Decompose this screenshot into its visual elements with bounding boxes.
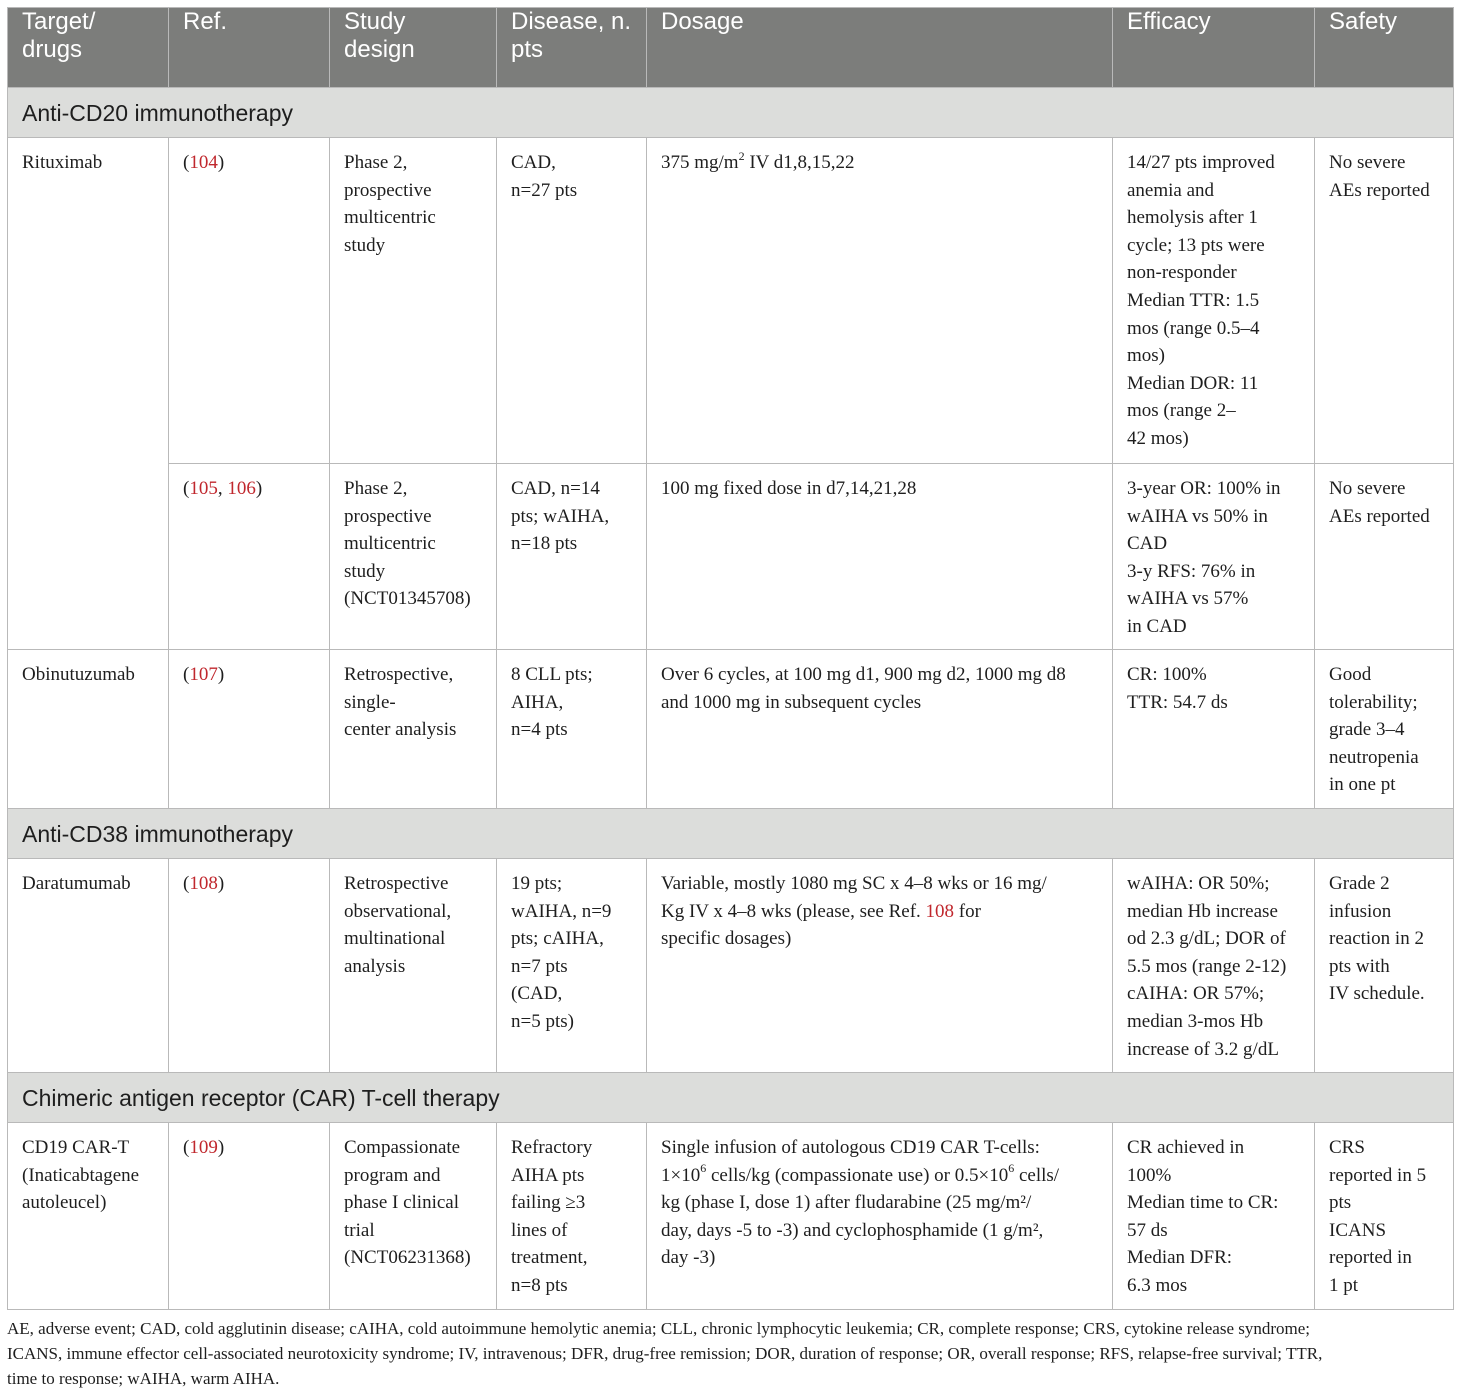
cell-efficacy: 3-year OR: 100% in wAIHA vs 50% in CAD 3-y RFS: 76% in wAIHA vs 57% in CAD (1113, 464, 1315, 650)
cell-design: Retrospective, single- center analysis (330, 650, 497, 809)
cell-safety: CRS reported in 5 pts ICANS reported in 1 pt (1315, 1123, 1454, 1310)
cell-disease: CAD, n=27 pts (497, 138, 647, 464)
cell-safety: No severe AEs reported (1315, 464, 1454, 650)
header-target: Target/ drugs (8, 8, 169, 88)
cell-target: CD19 CAR-T (Inaticabtagene autoleucel) (8, 1123, 169, 1310)
cell-dosage: Variable, mostly 1080 mg SC x 4–8 wks or 16 mg/ Kg IV x 4–8 wks (please, see Ref. 108 for specific dosages) (647, 859, 1113, 1073)
header-safety: Safety (1315, 8, 1454, 88)
cell-safety: Grade 2 infusion reaction in 2 pts with IV schedule. (1315, 859, 1454, 1073)
cell-disease: Refractory AIHA pts failing ≥3 lines of treatment, n=8 pts (497, 1123, 647, 1310)
header-study-design: Study design (330, 8, 497, 88)
cell-design: Phase 2, prospective multicentric study (NCT01345708) (330, 464, 497, 650)
reference-link[interactable]: 105 (189, 478, 218, 499)
cell-target: Daratumumab (8, 859, 169, 1073)
table-row (8, 859, 1454, 1073)
cell-disease: 8 CLL pts; AIHA, n=4 pts (497, 650, 647, 809)
cell-disease: CAD, n=14 pts; wAIHA, n=18 pts (497, 464, 647, 650)
table-row (8, 1123, 1454, 1310)
header-disease: Disease, n. pts (497, 8, 647, 88)
section-anti-cd20: Anti-CD20 immunotherapy (8, 88, 1454, 138)
cell-dosage: Single infusion of autologous CD19 CAR T-cells: $1\times 10^6$ cells/kg (compassionate use) or $0.5\times 10^6$ cells/ kg (phase I, dose 1) after fludarabine (25 mg/m²/ day, days -5 to -3) and cyclophosphamide (1 g/m², day -3) (647, 1123, 1113, 1310)
table-row (8, 650, 1454, 809)
reference-link[interactable]: 108 (189, 873, 218, 894)
cell-disease: 19 pts; wAIHA, n=9 pts; cAIHA, n=7 pts (CAD, n=5 pts) (497, 859, 647, 1073)
section-anti-cd38: Anti-CD38 immunotherapy (8, 809, 1454, 859)
table-footnote: AE, adverse event; CAD, cold agglutinin disease; cAIHA, cold autoimmune hemolytic anemia; CLL, chronic lymphocytic leukemia; CR, complete response; CRS, cytokine release syndrome; ICANS, immune effector cell-associated neurotoxicity syndrome; IV, intravenous; DFR, drug-free remission; DOR, duration of response; OR, overall response; RFS, relapse-free survival; TTR, time to response; wAIHA, warm AIHA. (7, 1319, 1323, 1388)
cell-efficacy: CR achieved in 100% Median time to CR: 57 ds Median DFR: 6.3 mos (1113, 1123, 1315, 1310)
cell-target: Obinutuzumab (8, 650, 169, 809)
cell-ref: (108) (169, 859, 330, 1073)
reference-link[interactable]: 107 (189, 664, 218, 685)
reference-link[interactable]: 108 (925, 900, 955, 922)
cell-ref: (104) (169, 138, 330, 464)
cell-dosage: 100 mg fixed dose in d7,14,21,28 (647, 464, 1113, 650)
reference-link[interactable]: 106 (227, 478, 256, 499)
section-row (8, 1073, 1454, 1123)
section-row (8, 809, 1454, 859)
section-car-t: Chimeric antigen receptor (CAR) T-cell therapy (8, 1073, 1454, 1123)
cell-efficacy: CR: 100% TTR: 54.7 ds (1113, 650, 1315, 809)
reference-link[interactable]: 104 (189, 152, 218, 173)
cell-efficacy: 14/27 pts improved anemia and hemolysis after 1 cycle; 13 pts were non-responder Median TTR: 1.5 mos (range 0.5–4 mos) Median DOR: 11 mos (range 2– 42 mos) (1113, 138, 1315, 464)
cell-safety: Good tolerability; grade 3–4 neutropenia in one pt (1315, 650, 1454, 809)
cell-ref: (105, 106) (169, 464, 330, 650)
cell-design: Phase 2, prospective multicentric study (330, 138, 497, 464)
cell-ref: (109) (169, 1123, 330, 1310)
cell-dosage: 375 $mg/m^2$ IV d1,8,15,22 (647, 138, 1113, 464)
reference-link[interactable]: 109 (189, 1137, 218, 1158)
treatment-table (7, 7, 1454, 1310)
header-ref: Ref. (169, 8, 330, 88)
cell-dosage: Over 6 cycles, at 100 mg d1, 900 mg d2, 1000 mg d8 and 1000 mg in subsequent cycles (647, 650, 1113, 809)
cell-safety: No severe AEs reported (1315, 138, 1454, 464)
table-row (8, 138, 1454, 464)
cell-efficacy: wAIHA: OR 50%; median Hb increase od 2.3 g/dL; DOR of 5.5 mos (range 2-12) cAIHA: OR 57%; median 3-mos Hb increase of 3.2 g/dL (1113, 859, 1315, 1073)
cell-target (8, 464, 169, 650)
cell-target: Rituximab (8, 138, 169, 464)
section-row (8, 88, 1454, 138)
header-efficacy: Efficacy (1113, 8, 1315, 88)
header-dosage: Dosage (647, 8, 1113, 88)
cell-ref: (107) (169, 650, 330, 809)
cell-design: Compassionate program and phase I clinical trial (NCT06231368) (330, 1123, 497, 1310)
header-row (8, 8, 1454, 88)
cell-design: Retrospective observational, multinational analysis (330, 859, 497, 1073)
table-row (8, 464, 1454, 650)
